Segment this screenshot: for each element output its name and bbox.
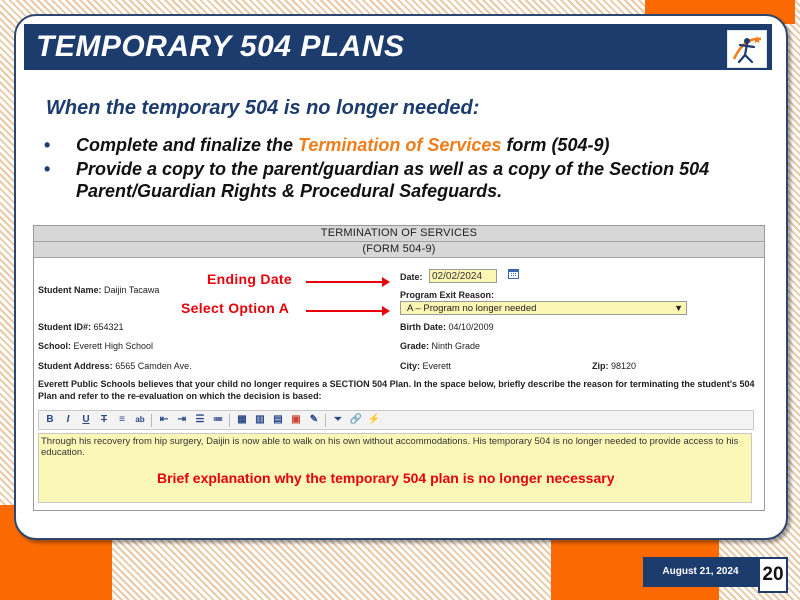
numbered-list-icon[interactable]: ≔ — [213, 414, 223, 425]
birth-date-value: 04/10/2009 — [448, 322, 494, 332]
table-delete-icon[interactable]: ▣ — [291, 414, 301, 425]
page-number: 20 — [758, 557, 788, 593]
student-name-label: Student Name: — [38, 285, 102, 295]
bullet-item — [44, 134, 764, 156]
strikethrough-icon[interactable]: T — [100, 414, 108, 425]
student-id-field: Student ID#: 654321 — [38, 322, 124, 332]
ending-date-annotation: Ending Date — [207, 271, 292, 287]
bullet-dot: • — [44, 135, 51, 155]
table-icon[interactable]: ▦ — [237, 414, 247, 425]
date-input[interactable]: 02/02/2024 — [429, 269, 497, 283]
grade-field: Grade: Ninth Grade — [400, 341, 481, 351]
birth-date-field: Birth Date: 04/10/2009 — [400, 322, 494, 332]
school-value: Everett High School — [73, 341, 154, 351]
student-id-value: 654321 — [93, 322, 124, 332]
link-icon[interactable]: 🔗 — [349, 414, 363, 425]
bullet-text-end: form (504-9) — [501, 135, 610, 155]
school-field: School: Everett High School — [38, 341, 154, 351]
student-name-value: Daijin Tacawa — [104, 285, 160, 295]
underline-icon[interactable]: U — [82, 414, 90, 425]
select-option-arrow — [306, 310, 388, 312]
clear-format-icon[interactable]: ✎ — [309, 414, 319, 425]
slide-subtitle: When the temporary 504 is no longer needed: — [46, 97, 480, 119]
slide-title: TEMPORARY 504 PLANS — [36, 30, 405, 63]
table-columns-icon[interactable]: ▥ — [255, 414, 265, 425]
bold-icon[interactable]: B — [46, 414, 54, 425]
toolbar-divider — [325, 414, 326, 427]
toolbar-divider — [229, 414, 230, 427]
calendar-icon[interactable] — [508, 266, 519, 277]
exit-reason-value: A – Program no longer needed — [407, 303, 537, 314]
bullet-item — [44, 158, 764, 202]
city-field: City: Everett — [400, 361, 452, 371]
grade-value: Ninth Grade — [431, 341, 481, 351]
exit-reason-select[interactable] — [400, 301, 687, 315]
toolbar-divider — [151, 414, 152, 427]
editor-toolbar — [38, 410, 754, 430]
date-label: Date: — [400, 272, 423, 282]
ending-date-arrow — [306, 281, 388, 283]
zip-value: 98120 — [611, 361, 637, 371]
spellcheck-icon[interactable]: ab — [135, 415, 145, 424]
termination-form-link: Termination of Services — [298, 135, 502, 155]
outdent-icon[interactable]: ⇤ — [159, 414, 169, 425]
form-title: TERMINATION OF SERVICES — [34, 226, 764, 242]
bullet-dot: • — [44, 159, 51, 179]
indent-icon[interactable]: ⇥ — [177, 414, 187, 425]
chevron-down-icon: ▼ — [674, 303, 683, 313]
brief-explanation-annotation: Brief explanation why the temporary 504 plan is no longer necessary — [157, 470, 615, 486]
footer-date: August 21, 2024 — [643, 557, 758, 587]
zip-field: Zip: 98120 — [592, 361, 637, 371]
select-option-annotation: Select Option A — [181, 300, 290, 316]
form-number: (FORM 504-9) — [34, 242, 764, 258]
address-value: 6565 Camden Ave. — [115, 361, 192, 371]
align-icon[interactable]: ≡ — [119, 414, 125, 425]
bullet-text: Complete and finalize the — [76, 135, 299, 155]
address-field: Student Address: 6565 Camden Ave. — [38, 361, 192, 371]
bulleted-list-icon[interactable]: ☰ — [195, 414, 205, 425]
table-row-icon[interactable]: ▤ — [273, 414, 283, 425]
explanation-textarea[interactable]: Through his recovery from hip surgery, Daijin is now able to walk on his own without accommodations. His temporary 504 is no longer needed to provide access to his education. — [38, 433, 752, 503]
bullet-list — [44, 134, 764, 204]
district-logo-icon — [727, 30, 767, 68]
italic-icon[interactable]: I — [66, 414, 70, 425]
form-instructions: Everett Public Schools believes that your child no longer requires a SECTION 504 Plan. In the space below, briefly describe the reason for terminating the student's 504 Plan and refer to the re-evaluation on which the decision is based: — [38, 379, 755, 401]
exit-reason-label: Program Exit Reason: — [400, 290, 495, 300]
city-value: Everett — [422, 361, 452, 371]
student-name-field — [38, 285, 159, 295]
unlink-icon[interactable]: ⚡ — [367, 414, 381, 425]
format-dropdown-icon[interactable]: ⏷ — [334, 414, 342, 425]
bullet-text: Provide a copy to the parent/guardian as well as a copy of the Section 504 Parent/Guardian Rights & Procedural Safeguards. — [76, 159, 710, 201]
